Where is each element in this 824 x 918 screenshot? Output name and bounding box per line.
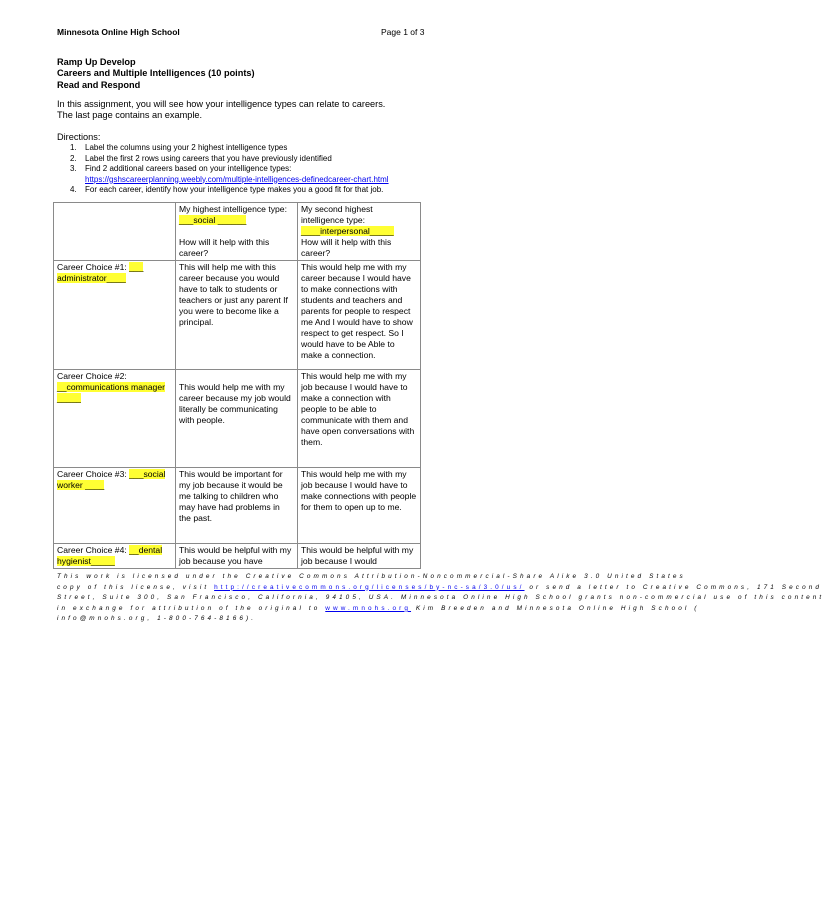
footer-text: or send a letter to Creative Commons, 171 Second — [524, 583, 823, 591]
career-value: __dental hygienist_____ — [57, 545, 163, 566]
direction-item — [70, 154, 389, 165]
license-footer — [57, 572, 824, 625]
career-label: Career Choice #1: — [57, 262, 130, 272]
footer-text: Kim Breeden and Minnesota Online High School ( — [411, 604, 700, 612]
career-label-cell[interactable] — [54, 261, 176, 370]
intro-paragraph — [57, 99, 385, 122]
footer-line: This work is licensed under the Creative Commons Attribution-Noncommercial-Share Alike 3.0 United States — [57, 573, 686, 580]
table-corner-cell — [54, 203, 176, 261]
direction-number: 4. — [70, 185, 77, 194]
career-label-cell[interactable] — [54, 468, 176, 544]
career-label: Career Choice #2: — [57, 371, 127, 381]
response-cell[interactable]: This would be helpful with my job because I would — [298, 544, 421, 569]
direction-number: 1. — [70, 143, 77, 152]
column-header-second[interactable] — [298, 203, 421, 261]
career-value: ___social worker ____ — [57, 469, 166, 490]
footer-line — [57, 604, 717, 615]
career-label-cell[interactable] — [54, 544, 176, 569]
column-header-prefix: My second highest intelligence type: — [301, 204, 373, 225]
column-header-question: How will it help with this career? — [301, 237, 392, 258]
response-cell[interactable]: This will help me with this career because you would have to talk to students or teachers or just any parent If you were to become like a principal. — [176, 261, 298, 370]
table-header-row — [54, 203, 421, 261]
response-cell[interactable] — [176, 370, 298, 468]
career-label: Career Choice #4: — [57, 545, 130, 555]
title-line-3: Read and Respond — [57, 79, 141, 90]
response-cell[interactable]: This would help me with my career because I would have to make connections with students and teachers and parents for people to respect me And I would have to show respect to get respect. So I would have to be Able to make a connection. — [298, 261, 421, 370]
direction-number: 3. — [70, 164, 77, 173]
response-cell[interactable]: This would be important for my job because it would be me talking to children who may have had problems in the past. — [176, 468, 298, 544]
direction-item — [70, 185, 389, 196]
mnohs-link[interactable]: www.mnohs.org — [325, 604, 412, 612]
response-cell[interactable]: This would help me with my job because I would have to make a connection with people to be able to communicate with them and have open conversations with them. — [298, 370, 421, 468]
careers-table — [53, 202, 421, 569]
career-label: Career Choice #3: — [57, 469, 130, 479]
directions-list — [70, 143, 389, 196]
response-cell[interactable]: This would be helpful with my job because you have — [176, 544, 298, 569]
header-page-number: Page 1 of 3 — [381, 27, 425, 37]
career-chart-link[interactable]: https://gshscareerplanning.weebly.com/multiple-intelligences-definedcareer-chart.html — [85, 174, 389, 184]
footer-text: in exchange for attribution of the original to — [57, 604, 326, 612]
table-row — [54, 370, 421, 468]
license-link[interactable]: http://creativecommons.org/licenses/by-nc-sa/3.0/us/ — [214, 583, 525, 591]
response-text: This would help me with my career because my job would literally be communicating with people. — [179, 382, 291, 425]
column-header-highest[interactable] — [176, 203, 298, 261]
column-header-prefix: My highest intelligence type: — [179, 204, 287, 214]
footer-line: info@mnohs.org, 1-800-764-8166). — [57, 615, 257, 623]
response-cell[interactable]: This would help me with my job because I would have to make connections with people for them to open up to me. — [298, 468, 421, 544]
table-row — [54, 544, 421, 569]
assignment-title — [57, 57, 255, 91]
header-school-name: Minnesota Online High School — [57, 27, 180, 37]
career-value: ___ administrator____ — [57, 262, 144, 283]
directions-label: Directions: — [57, 132, 101, 142]
direction-text: Find 2 additional careers based on your intelligence types: — [85, 164, 292, 173]
footer-text: copy of this license, visit — [57, 583, 215, 591]
intro-line-2: The last page contains an example. — [57, 110, 203, 121]
direction-text: Label the first 2 rows using careers that you have previously identified — [85, 153, 332, 163]
table-row — [54, 468, 421, 544]
intelligence-type-value: ___social ______ — [179, 215, 247, 225]
intelligence-type-value: ____interpersonal_____ — [301, 226, 394, 236]
direction-text: For each career, identify how your intelligence type makes you a good fit for that job. — [85, 185, 384, 194]
footer-line — [57, 583, 823, 594]
direction-text: Label the columns using your 2 highest intelligence types — [85, 143, 288, 152]
title-line-1: Ramp Up Develop — [57, 57, 136, 67]
footer-line: Street, Suite 300, San Francisco, California, 94105, USA. Minnesota Online High School grants non-commercial use of this content — [57, 594, 824, 602]
table-row — [54, 261, 421, 370]
title-line-2: Careers and Multiple Intelligences (10 points) — [57, 68, 255, 79]
career-label-cell[interactable] — [54, 370, 176, 468]
career-value: __communications manager _____ — [57, 382, 165, 403]
column-header-question: How will it help with this career? — [179, 237, 270, 258]
direction-item — [70, 164, 389, 185]
intro-line-1: In this assignment, you will see how your intelligence types can relate to careers. — [57, 99, 386, 109]
direction-number: 2. — [70, 153, 77, 163]
direction-item — [70, 143, 389, 154]
